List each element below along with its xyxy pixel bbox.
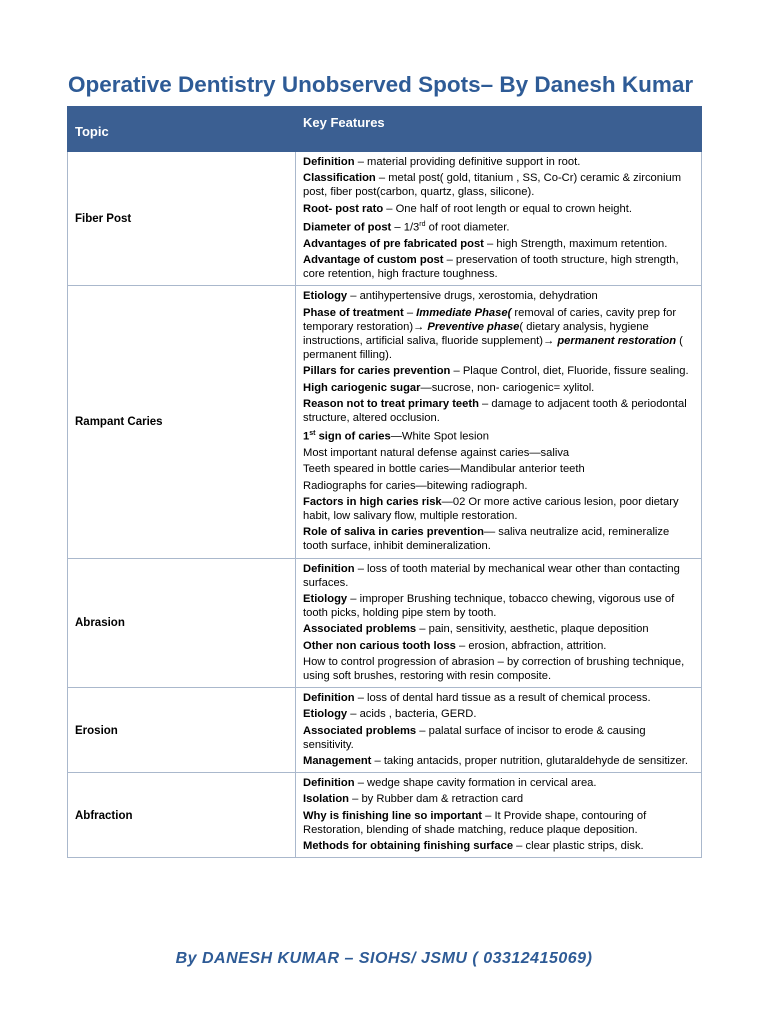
feature-line: Phase of treatment – Immediate Phase( removal of caries, cavity prep for temporary restoration)→ Preventive phase( dietary analysis, hygiene instructions, artificial saliva, fluoride supplement)→ permanent restoration ( permanent filling). (303, 306, 683, 362)
feature-line: Associated problems – pain, sensitivity, aesthetic, plaque deposition (303, 623, 649, 636)
spots-table (67, 106, 702, 858)
features-cell (296, 688, 702, 773)
feature-line: Definition – loss of tooth material by mechanical wear other than contacting surfaces. (303, 562, 680, 589)
feature-line: Role of saliva in caries prevention— saliva neutralize acid, remineralize tooth surface, inhibit demineralization. (303, 526, 670, 553)
feature-line: How to control progression of abrasion – by correction of brushing technique, using soft brushes, restoring with resin composite. (303, 655, 685, 682)
topic-cell: Rampant Caries (68, 286, 296, 558)
topic-cell: Abfraction (68, 773, 296, 858)
feature-line: Definition – loss of dental hard tissue as a result of chemical process. (303, 692, 651, 705)
table-row (68, 558, 702, 688)
feature-line: High cariogenic sugar—sucrose, non- cariogenic= xylitol. (303, 381, 595, 394)
feature-line: Etiology – antihypertensive drugs, xerostomia, dehydration (303, 290, 598, 303)
feature-line: 1st sign of caries—White Spot lesion (303, 430, 489, 443)
table-row (68, 688, 702, 773)
feature-line: Definition – wedge shape cavity formation in cervical area. (303, 777, 597, 790)
header-topic: Topic (68, 107, 296, 152)
feature-line: Isolation – by Rubber dam & retraction card (303, 793, 524, 806)
feature-line: Root- post rato – One half of root length or equal to crown height. (303, 202, 632, 215)
table-row (68, 152, 702, 286)
feature-line: Advantages of pre fabricated post – high Strength, maximum retention. (303, 237, 668, 250)
feature-line: Radiographs for caries—bitewing radiograph. (303, 479, 528, 492)
table-header-row (68, 107, 702, 152)
feature-line: Classification – metal post( gold, titanium , SS, Co-Cr) ceramic & zirconium post, fiber post(carbon, quartz, glass, silicone). (303, 172, 682, 199)
feature-line: Diameter of post – 1/3rd of root diameter. (303, 220, 510, 234)
feature-line: Etiology – improper Brushing technique, tobacco chewing, vigorous use of tooth picks, holding pipe stem by tooth. (303, 592, 675, 620)
footer-credit: By DANESH KUMAR – SIOHS/ JSMU ( 03312415069) (175, 950, 593, 967)
feature-line: Management – taking antacids, proper nutrition, glutaraldehyde de sensitizer. (303, 754, 688, 767)
table-body (68, 152, 702, 858)
feature-line: Other non carious tooth loss – erosion, abfraction, attrition. (303, 639, 607, 652)
feature-line: Associated problems – palatal surface of incisor to erode & causing sensitivity. (303, 724, 646, 751)
features-cell (296, 558, 702, 688)
feature-line: Factors in high caries risk—02 Or more active carious lesion, poor dietary habit, low salivary flow, multiple restoration. (303, 495, 679, 522)
features-cell (296, 286, 702, 558)
topic-cell: Erosion (68, 688, 296, 773)
feature-line: Definition – material providing definitive support in root. (303, 156, 581, 168)
topic-cell: Abrasion (68, 558, 296, 688)
table-row (68, 773, 702, 858)
feature-line: Teeth speared in bottle caries—Mandibular anterior teeth (303, 463, 585, 476)
feature-line: Most important natural defense against caries—saliva (303, 447, 570, 460)
topic-cell: Fiber Post (68, 152, 296, 286)
features-cell (296, 152, 702, 286)
header-key-features: Key Features (296, 107, 702, 152)
feature-line: Etiology – acids , bacteria, GERD. (303, 708, 477, 721)
page-title: Operative Dentistry Unobserved Spots– By Danesh Kumar (68, 72, 694, 97)
feature-line: Pillars for caries prevention – Plaque Control, diet, Fluoride, fissure sealing. (303, 365, 689, 378)
feature-line: Methods for obtaining finishing surface – clear plastic strips, disk. (303, 840, 644, 852)
feature-line: Why is finishing line so important – It Provide shape, contouring of Restoration, blending of shade matching, reduce plaque deposition. (303, 809, 647, 836)
feature-line: Reason not to treat primary teeth – damage to adjacent tooth & periodontal structure, altered occlusion. (303, 397, 687, 424)
feature-line: Advantage of custom post – preservation of tooth structure, high strength, core retention, high fracture toughness. (303, 253, 679, 281)
features-cell (296, 773, 702, 858)
table-row (68, 286, 702, 558)
